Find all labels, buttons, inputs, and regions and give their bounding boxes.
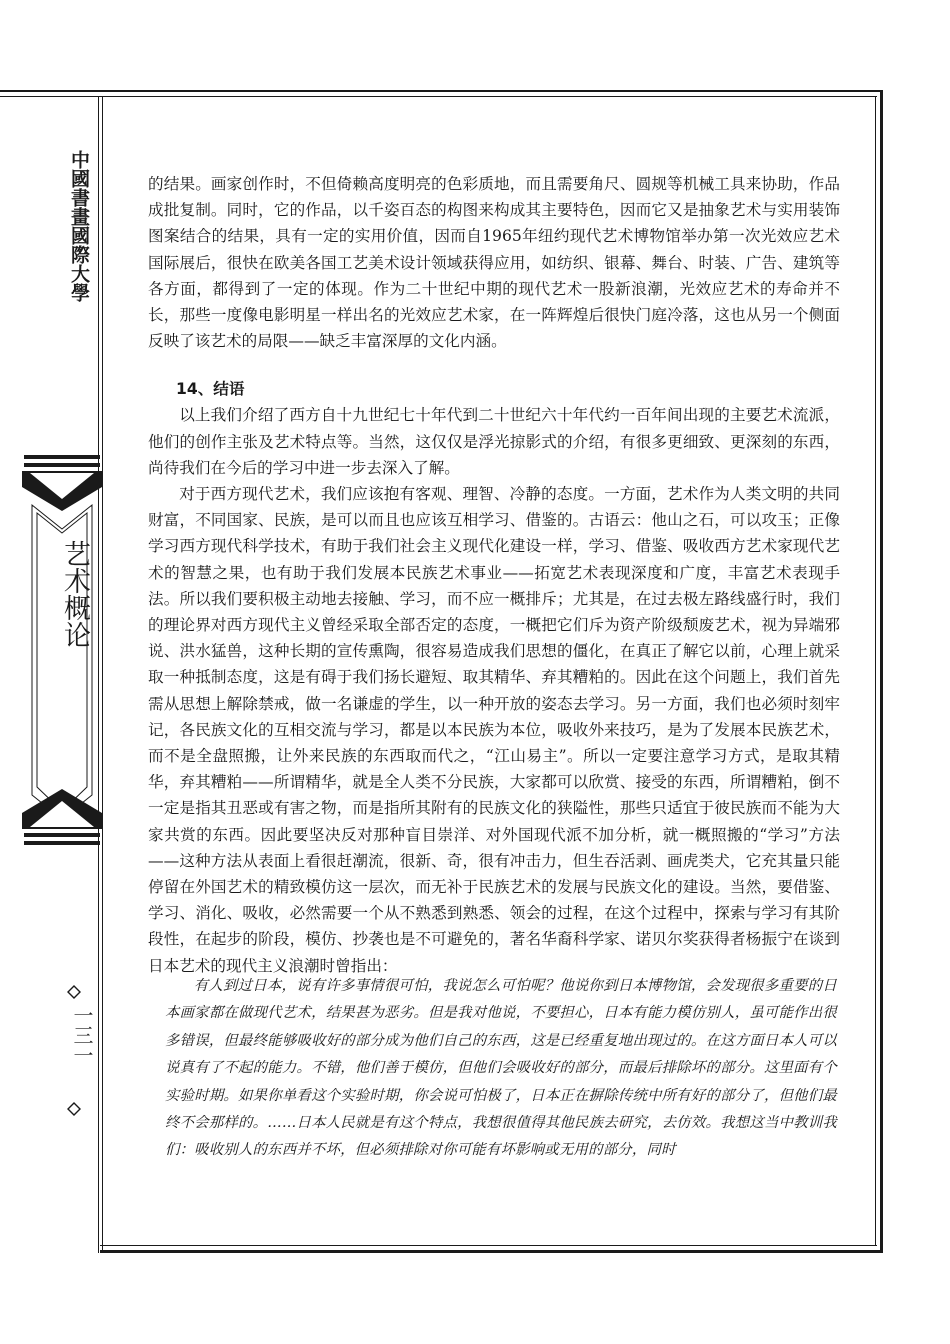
diamond-ornament-bottom [67,1102,81,1116]
page-frame-right [880,90,883,1252]
paragraph-summary: 以上我们介绍了西方自十九世纪七十年代到二十世纪六十年代约一百年间出现的主要艺术流派，他们的创作主张及艺术特点等。当然，这仅仅是浮光掠影式的介绍，有很多更细致、更深刻的东西，尚待我们在今后的学习中进一步去深入了解。 [148,406,840,477]
page-number: 一三一 [70,1005,94,1065]
panel-bottom-bar [24,833,100,837]
panel-top-bar-2 [24,463,100,467]
page-frame-right-inner [875,96,876,1246]
page-frame-bottom-inner [100,1245,877,1246]
page-frame-bottom [100,1250,883,1253]
paragraph-continuation: 的结果。画家创作时，不但倚赖高度明亮的色彩质地，而且需要角尺、圆规等机械工具来协助，作品成批复制。同时，它的作品，以千姿百态的构图来构成其主要特色，因而它又是抽象艺术与实用装饰图案结合的结果，具有一定的实用价值，因而自1965年纽约现代艺术博物馆举办第一次光效应艺术国际展后，很快在欧美各国工艺美术设计领域获得应用，如纺织、银幕、舞台、时装、广告、建筑等各方面，都得到了一定的体现。作为二十世纪中期的现代艺术一股新浪潮，光效应艺术的寿命并不长，那些一度像电影明星一样出名的光效应艺术家，在一阵辉煌后很快门庭冷落，这也从另一个侧面反映了该艺术的局限——缺乏丰富深厚的文化内涵。 [148,175,840,351]
panel-top-bar [24,455,100,459]
page-frame-top [0,90,883,92]
university-name: 中國書畫國際大學 [68,150,90,302]
page-frame-top-inner [0,96,877,97]
quote-text: 有人到过日本，说有许多事情很可怕，我说怎么可怕呢？他说你到日本博物馆，会发现很多重要的日本画家都在做现代艺术，结果甚为恶劣。但是我对他说，不要担心，日本有能力模仿别人，虽可能作出很多错误，但最终能够吸收好的部分成为他们自己的东西，这是已经重复地出现过的。在这方面日本人可以说真有了不起的能力。不错，他们善于模仿，但他们会吸收好的部分，而最后排除坏的部分。这里面有个实验时期。如果你单看这个实验时期，你会说可怕极了，日本正在摒除传统中所有好的部分了，但他们最终不会那样的。……日本人民就是有这个特点，我想很值得其他民族去研究，去仿效。我想这当中教训我们：吸收别人的东西并不坏，但必须排除对你可能有坏影响或无用的部分，同时 [165,978,837,1159]
book-title-panel [18,455,106,845]
panel-bottom-bar-2 [24,841,100,845]
diamond-ornament-top [67,985,81,999]
section-heading: 14、结语 [176,380,245,399]
book-title: 艺术概论 [59,540,90,648]
paragraph-attitude: 对于西方现代艺术，我们应该抱有客观、理智、冷静的态度。一方面，艺术作为人类文明的共同财富，不同国家、民族，是可以而且也应该互相学习、借鉴的。古语云：他山之石，可以攻玉；正像学习西方现代科学技术，有助于我们社会主义现代化建设一样，学习、借鉴、吸收西方艺术家现代艺术的智慧之果，也有助于我们发展本民族艺术事业——拓宽艺术表现深度和广度，丰富艺术表现手法。所以我们要积极主动地去接触、学习，而不应一概排斥；尤其是，在过去极左路线盛行时，我们的理论界对西方现代主义曾经采取全部否定的态度，一概把它们斥为资产阶级颓废艺术，视为异端邪说、洪水猛兽，这种长期的宣传熏陶，很容易造成我们思想的僵化，在真正了解它以前，心理上就采取一种抵制态度，这是有碍于我们扬长避短、取其精华、弃其糟粕的。因此在这个问题上，我们首先需从思想上解除禁戒，做一名谦虚的学生，以一种开放的姿态去学习。另一方面，我们也必须时刻牢记，各民族文化的互相交流与学习，都是以本民族为本位，吸收外来技巧，是为了发展本民族艺术，而不是全盘照搬，让外来民族的东西取而代之，“江山易主”。所以一定要注意学习方式，是取其精华，弃其糟粕——所谓精华，就是全人类不分民族，大家都可以欣赏、接受的东西，所谓糟粕，倒不一定是指其丑恶或有害之物，而是指所其附有的民族文化的狭隘性，那些只适宜于彼民族而不能为大家共赏的东西。因此要坚决反对那种盲目崇洋、对外国现代派不加分析，就一概照搬的“学习”方法——这种方法从表面上看很赶潮流，很新、奇，很有冲击力，但生吞活剥、画虎类犬，它充其量只能停留在外国艺术的精致模仿这一层次，而无补于民族艺术的发展与民族文化的建设。当然，要借鉴、学习、消化、吸收，必然需要一个从不熟悉到熟悉、领会的过程，在这个过程中，探索与学习有其阶段性，在起步的阶段，模仿、抄袭也是不可避免的，著名华裔科学家、诺贝尔奖获得者杨振宁在谈到日本艺术的现代主义浪潮时曾指出： [148,485,840,975]
block-quote [165,973,837,1165]
main-text [148,171,840,979]
